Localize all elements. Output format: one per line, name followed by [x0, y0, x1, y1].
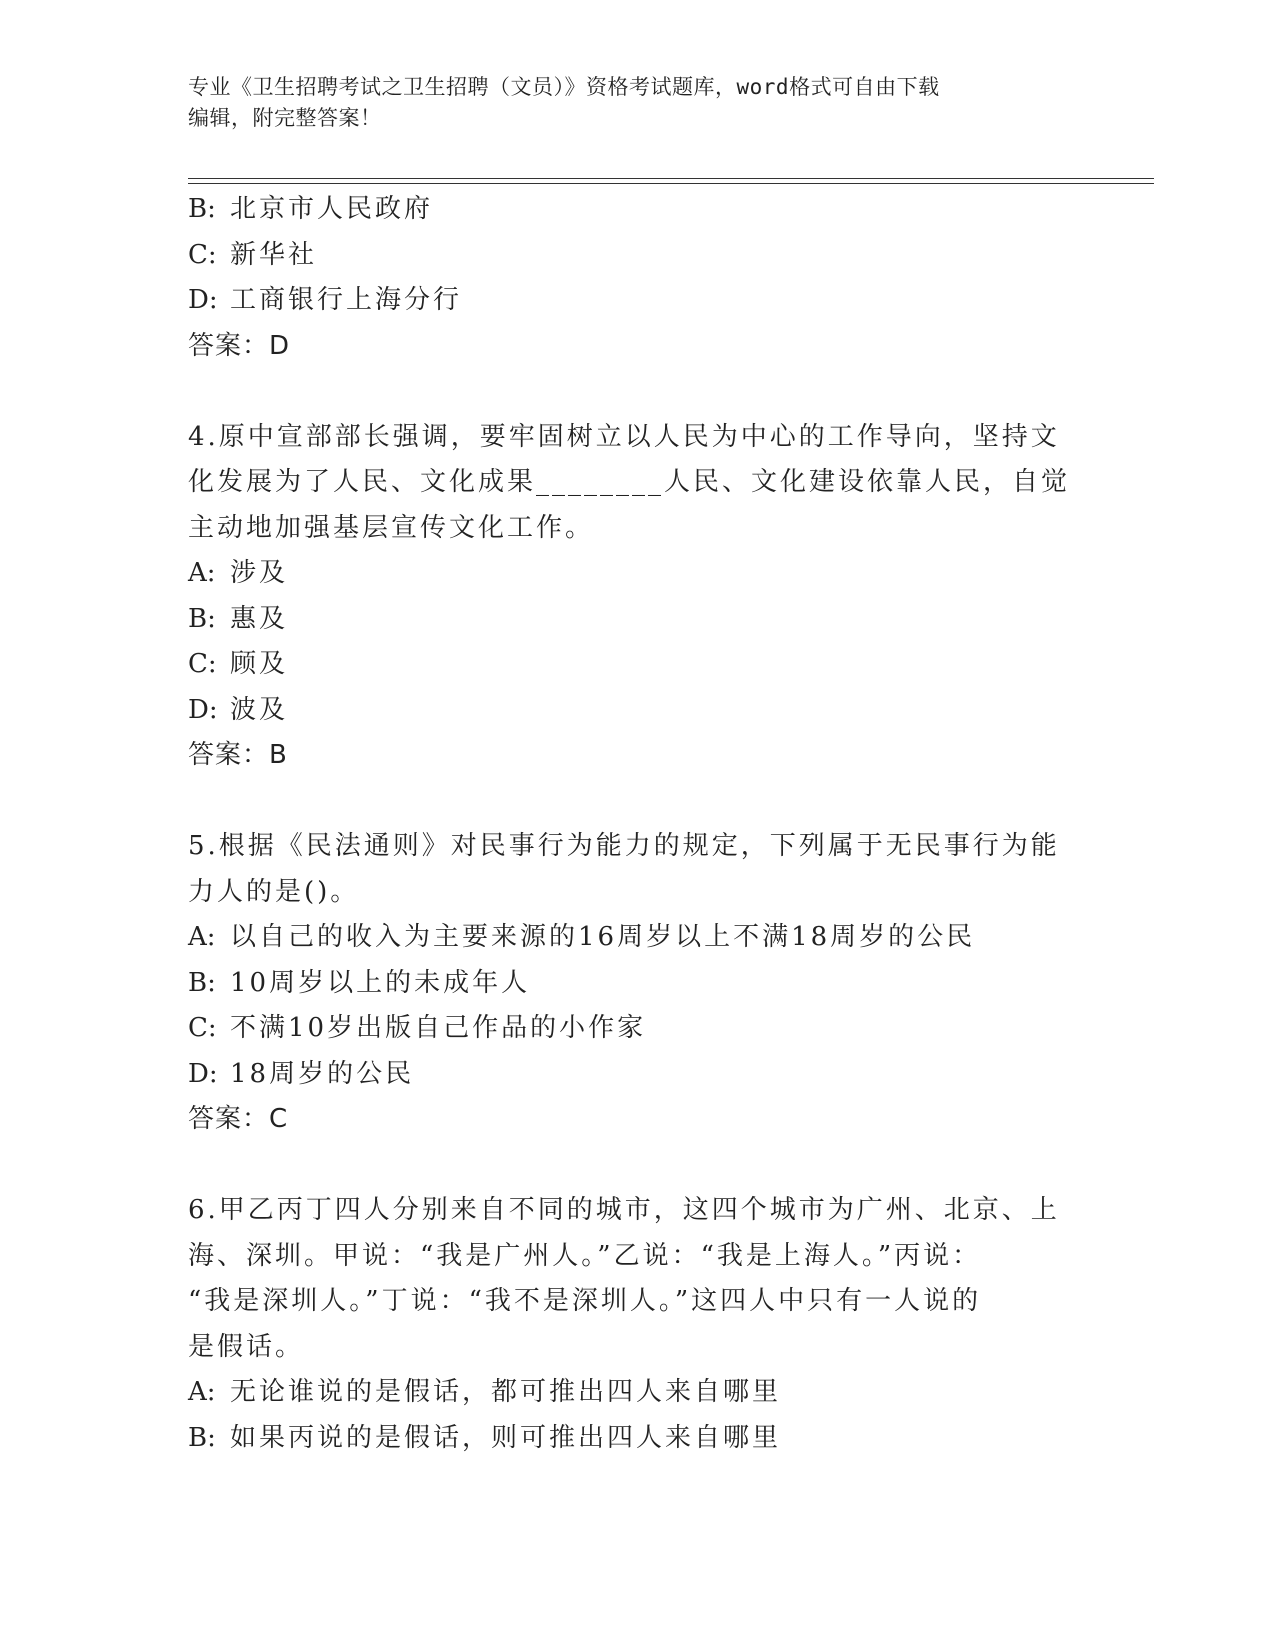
option-text: 不满10岁出版自己作品的小作家 — [230, 1013, 647, 1043]
option-text: 如果丙说的是假话，则可推出四人来自哪里 — [230, 1422, 782, 1453]
option-d — [188, 688, 1068, 734]
option-c — [188, 233, 1068, 279]
question-4-stem-line-3: 主动地加强基层宣传文化工作。 — [188, 512, 595, 543]
question-6 — [188, 1188, 1068, 1461]
question-6-stem-line-1: 6.甲乙丙丁四人分别来自不同的城市，这四个城市为广州、北京、上 — [188, 1195, 1060, 1225]
question-4 — [188, 415, 1071, 779]
option-letter: A: — [188, 1377, 216, 1407]
option-text: 北京市人民政府 — [230, 194, 434, 224]
option-c — [188, 1006, 1068, 1052]
question-5 — [188, 824, 1068, 1143]
option-letter: B: — [188, 194, 216, 224]
option-text: 18周岁的公民 — [230, 1058, 415, 1089]
option-letter: D: — [188, 1058, 218, 1089]
question-5-stem-line-1: 5.根据《民法通则》对民事行为能力的规定，下列属于无民事行为能 — [188, 831, 1060, 861]
question-5-answer: 答案：C — [188, 1104, 289, 1134]
option-text: 涉及 — [230, 558, 289, 588]
question-6-stem-line-2: 海、深圳。甲说：“我是广州人。”乙说：“我是上海人。”丙说： — [188, 1240, 982, 1271]
option-text: 工商银行上海分行 — [230, 285, 463, 315]
question-6-stem-line-3: “我是深圳人。”丁说：“我不是深圳人。”这四人中只有一人说的 — [188, 1286, 982, 1316]
option-c — [188, 642, 1068, 688]
header-divider-bottom — [188, 183, 1154, 184]
option-text: 以自己的收入为主要来源的16周岁以上不满18周岁的公民 — [230, 922, 976, 952]
question-6-stem-line-4: 是假话。 — [188, 1331, 305, 1362]
option-letter: B: — [188, 603, 216, 634]
option-b — [188, 597, 1068, 643]
option-a — [188, 915, 1068, 961]
option-d — [188, 1052, 1068, 1098]
option-letter: C: — [188, 1013, 217, 1043]
option-text: 无论谁说的是假话，都可推出四人来自哪里 — [230, 1377, 782, 1407]
header-line-2: 编辑，附完整答案！ — [188, 106, 382, 130]
header-divider-top — [188, 178, 1154, 179]
option-text: 波及 — [230, 694, 289, 725]
option-text: 惠及 — [230, 603, 289, 634]
question-3-answer: 答案：D — [188, 330, 291, 361]
option-letter: B: — [188, 967, 216, 998]
page-header — [188, 72, 1088, 134]
question-3-options — [188, 187, 1068, 324]
option-d — [188, 278, 1068, 324]
option-b — [188, 1416, 1068, 1462]
option-text: 顾及 — [230, 649, 289, 679]
option-b — [188, 187, 1068, 233]
option-text: 新华社 — [230, 239, 318, 270]
option-a — [188, 1370, 1068, 1416]
option-letter: C: — [188, 239, 217, 270]
option-letter: A: — [188, 558, 216, 588]
question-4-stem-line-1: 4.原中宣部部长强调，要牢固树立以人民为中心的工作导向，坚持文 — [188, 421, 1060, 452]
question-content — [188, 187, 1071, 1461]
question-4-stem-line-2: 化发展为了人民、文化成果________人民、文化建设依靠人民，自觉 — [188, 467, 1071, 497]
option-letter: D: — [188, 694, 218, 725]
question-5-stem-line-2: 力人的是()。 — [188, 876, 360, 907]
option-letter: A: — [188, 922, 216, 952]
option-letter: B: — [188, 1422, 216, 1453]
header-line-1: 专业《卫生招聘考试之卫生招聘（文员）》资格考试题库，word格式可自由下载 — [188, 75, 940, 99]
option-b — [188, 961, 1068, 1007]
question-4-answer: 答案：B — [188, 740, 288, 770]
option-a — [188, 551, 1068, 597]
option-letter: C: — [188, 649, 217, 679]
option-letter: D: — [188, 285, 218, 315]
option-text: 10周岁以上的未成年人 — [230, 967, 531, 998]
